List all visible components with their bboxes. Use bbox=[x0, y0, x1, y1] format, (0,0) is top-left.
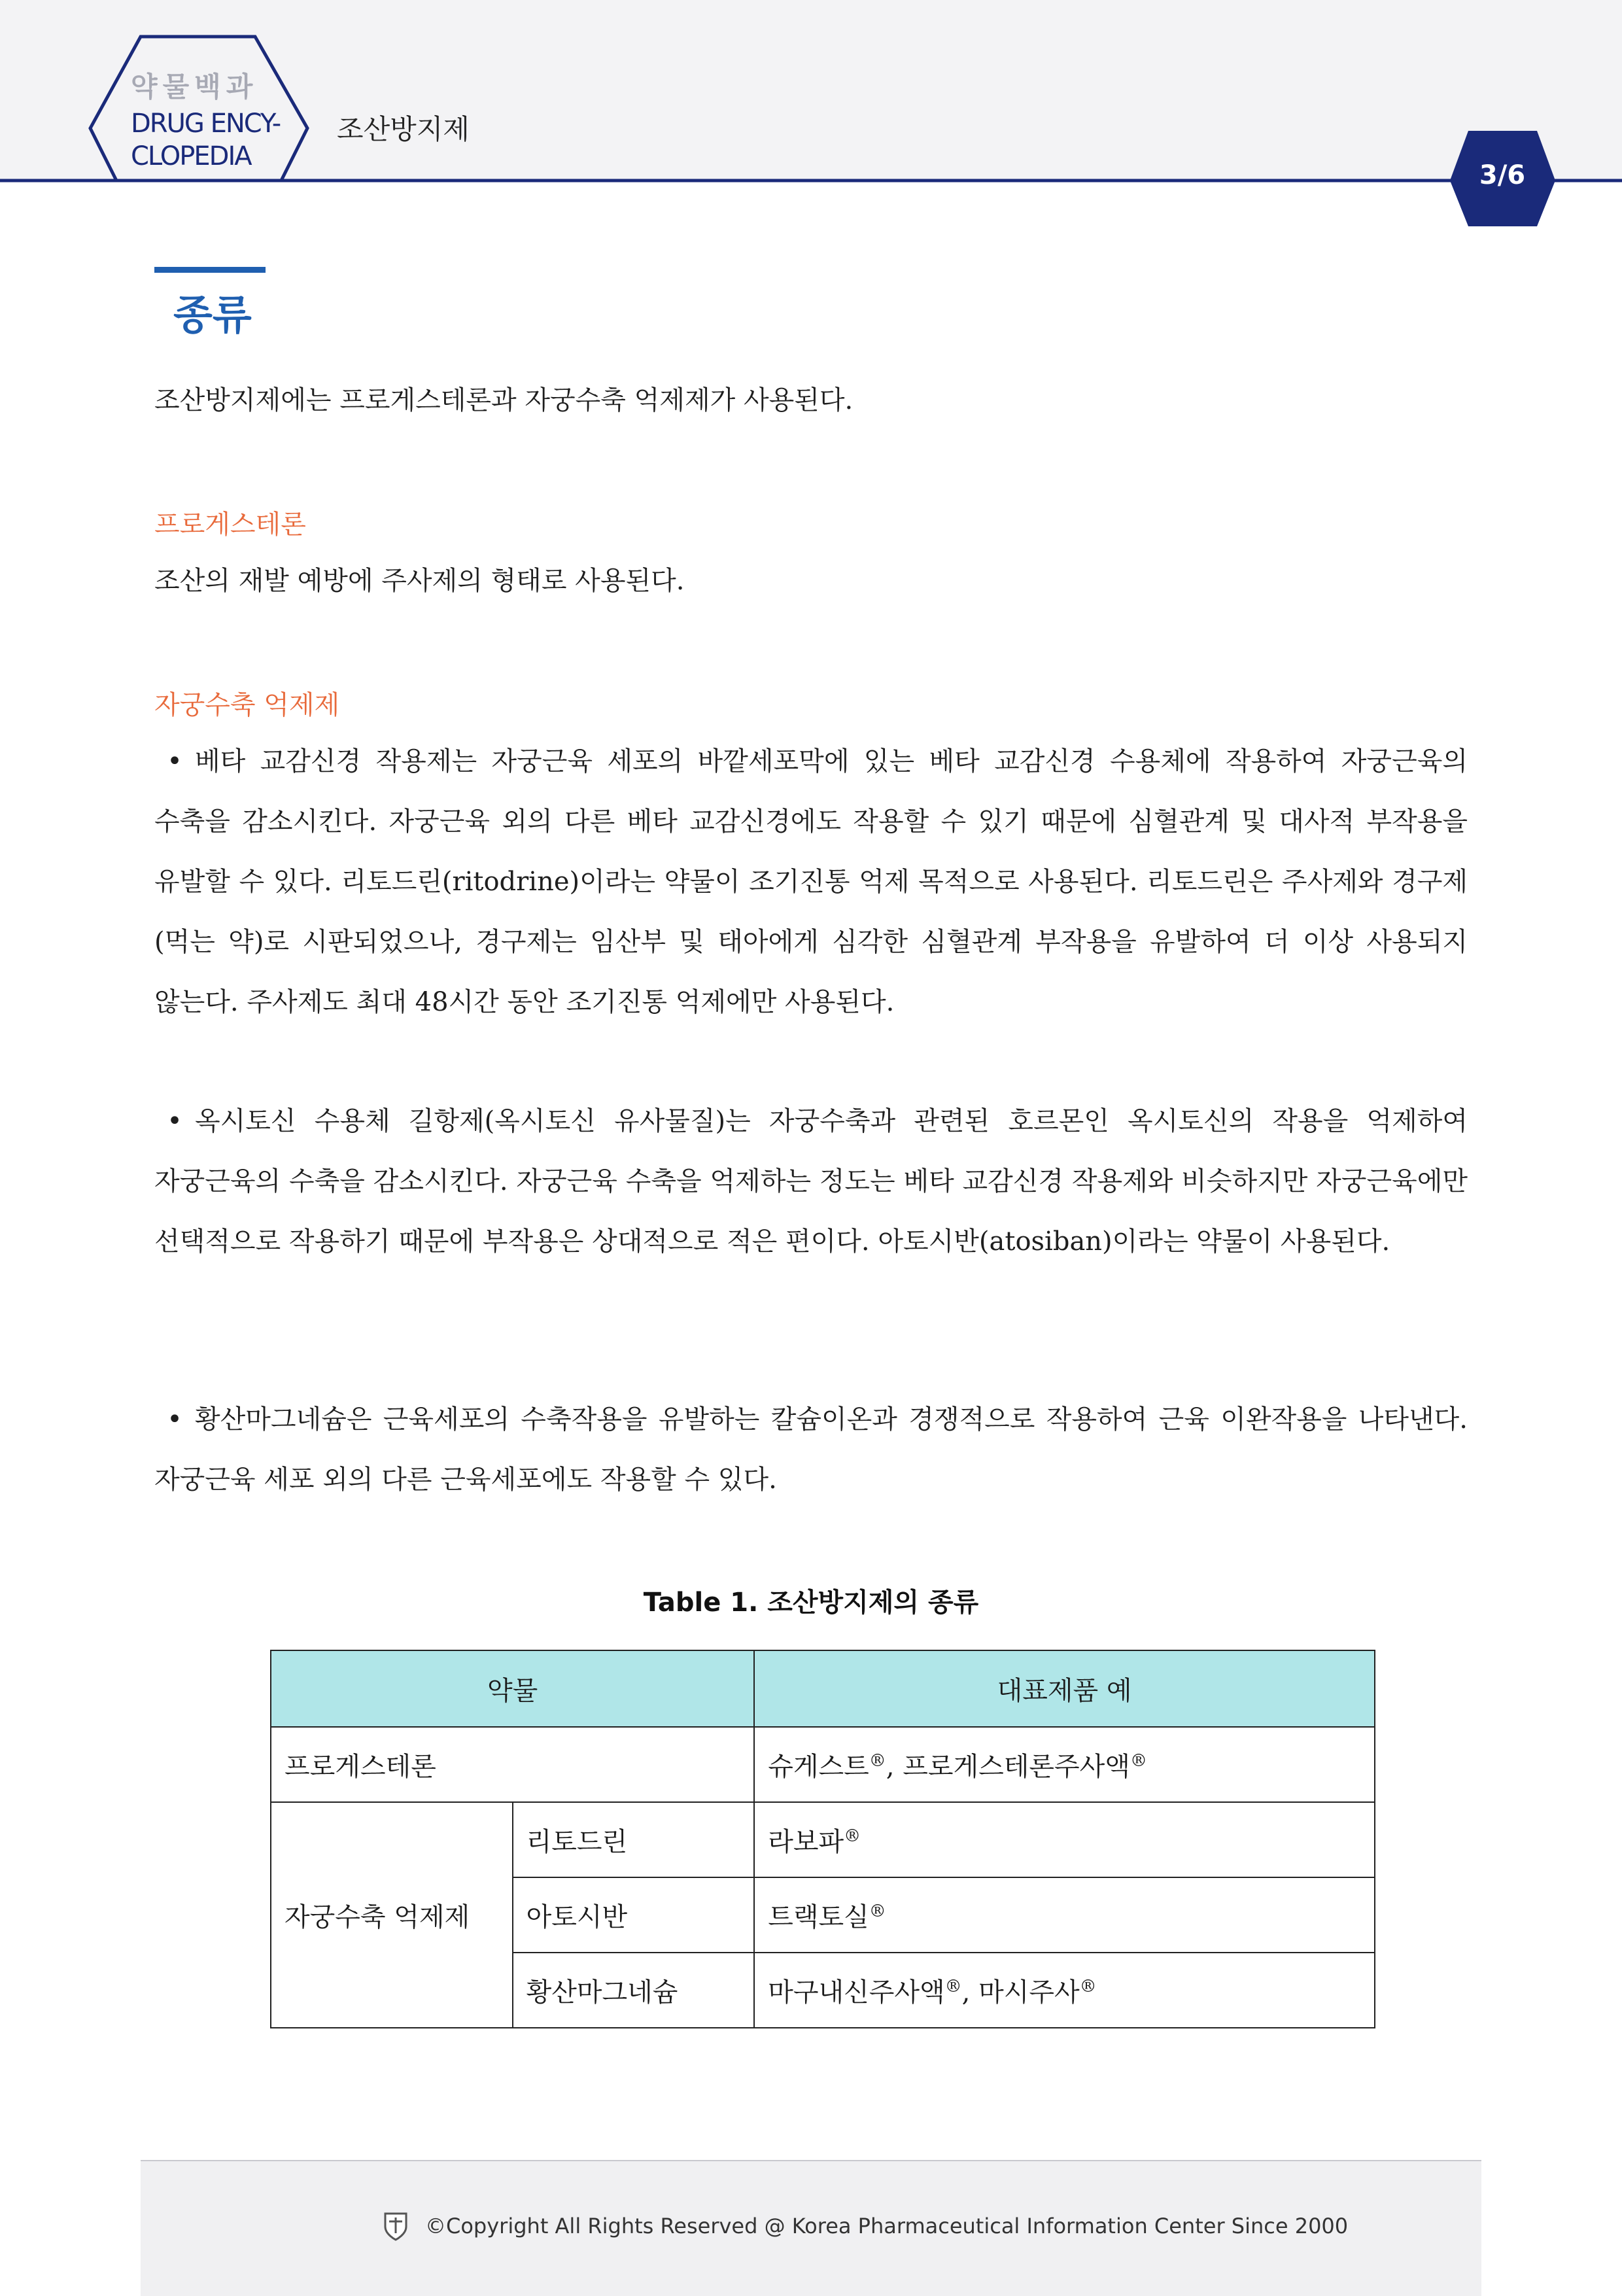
bullet-marker: • bbox=[167, 1404, 182, 1435]
cell-products: 라보파® bbox=[754, 1802, 1375, 1877]
table-header-row bbox=[271, 1650, 1375, 1727]
cell-drug: 아토시반 bbox=[513, 1877, 755, 1953]
cell-group-inhibitor: 자궁수축 억제제 bbox=[271, 1802, 513, 2028]
cell-products: 마구내신주사액®, 마시주사® bbox=[754, 1953, 1375, 2028]
bullet-text: 베타 교감신경 작용제는 자궁근육 세포의 바깥세포막에 있는 베타 교감신경 수용체에 작용하여 자궁근육의 수축을 감소시킨다. 자궁근육 외의 다른 베타 교감신경에도 작용할 수 있기 때문에 심혈관계 및 대사적 부작용을 유발할 수 있다. 리토드린(ritodrine)이라는 약물이 조기진통 억제 목적으로 사용된다. 리토드린은 주사제와 경구제(먹는 약)로 시판되었으나, 경구제는 임산부 및 태아에게 심각한 심혈관계 부작용을 유발하여 더 이상 사용되지 않는다. 주사제도 최대 48시간 동안 조기진통 억제에만 사용된다. bbox=[154, 746, 1468, 1017]
header-title: 조산방지제 bbox=[337, 113, 470, 145]
section-title: 종류 bbox=[173, 291, 252, 339]
intro-paragraph: 조산방지제에는 프로게스테론과 자궁수축 억제제가 사용된다. bbox=[154, 385, 854, 415]
cell-products: 슈게스트®, 프로게스테론주사액® bbox=[754, 1727, 1375, 1802]
shield-logo-icon bbox=[383, 2211, 409, 2241]
drug-table bbox=[270, 1650, 1375, 2028]
bullet-marker: • bbox=[167, 746, 182, 776]
table-row bbox=[271, 1802, 1375, 1877]
bullet-paragraph-beta bbox=[154, 731, 1468, 1032]
bullet-paragraph-oxytocin bbox=[154, 1091, 1468, 1272]
subheading-inhibitor: 자궁수축 억제제 bbox=[154, 690, 340, 720]
section-accent-bar bbox=[154, 267, 266, 273]
cell-progesterone: 프로게스테론 bbox=[271, 1727, 754, 1802]
logo-english-text: DRUG ENCY- CLOPEDIA bbox=[131, 109, 281, 171]
logo-korean-text: 약물백과 bbox=[131, 71, 258, 103]
header-cell-products: 대표제품 예 bbox=[754, 1650, 1375, 1727]
subheading-progesterone: 프로게스테론 bbox=[154, 510, 306, 540]
table-row bbox=[271, 1727, 1375, 1802]
bullet-paragraph-magnesium bbox=[154, 1389, 1468, 1510]
bullet-marker: • bbox=[167, 1106, 182, 1136]
footer-copyright: ©Copyright All Rights Reserved @ Korea Pharmaceutical Information Center Since 2000 bbox=[425, 2214, 1349, 2238]
cell-drug: 리토드린 bbox=[513, 1802, 755, 1877]
bullet-text: 옥시토신 수용체 길항제(옥시토신 유사물질)는 자궁수축과 관련된 호르몬인 옥시토신의 작용을 억제하여 자궁근육의 수축을 감소시킨다. 자궁근육 수축을 억제하는 정도는 베타 교감신경 작용제와 비슷하지만 자궁근육에만 선택적으로 작용하기 때문에 부작용은 상대적으로 적은 편이다. 아토시반(atosiban)이라는 약물이 사용된다. bbox=[154, 1106, 1468, 1257]
progesterone-paragraph: 조산의 재발 예방에 주사제의 형태로 사용된다. bbox=[154, 566, 685, 596]
bullet-text: 황산마그네슘은 근육세포의 수축작용을 유발하는 칼슘이온과 경쟁적으로 작용하여 근육 이완작용을 나타낸다. 자궁근육 세포 외의 다른 근육세포에도 작용할 수 있다. bbox=[154, 1404, 1468, 1495]
header-cell-drug: 약물 bbox=[271, 1650, 754, 1727]
cell-products: 트랙토실® bbox=[754, 1877, 1375, 1953]
table-caption: Table 1. 조산방지제의 종류 bbox=[643, 1588, 979, 1618]
cell-drug: 황산마그네슘 bbox=[513, 1953, 755, 2028]
page-number: 3/6 bbox=[1479, 160, 1526, 190]
